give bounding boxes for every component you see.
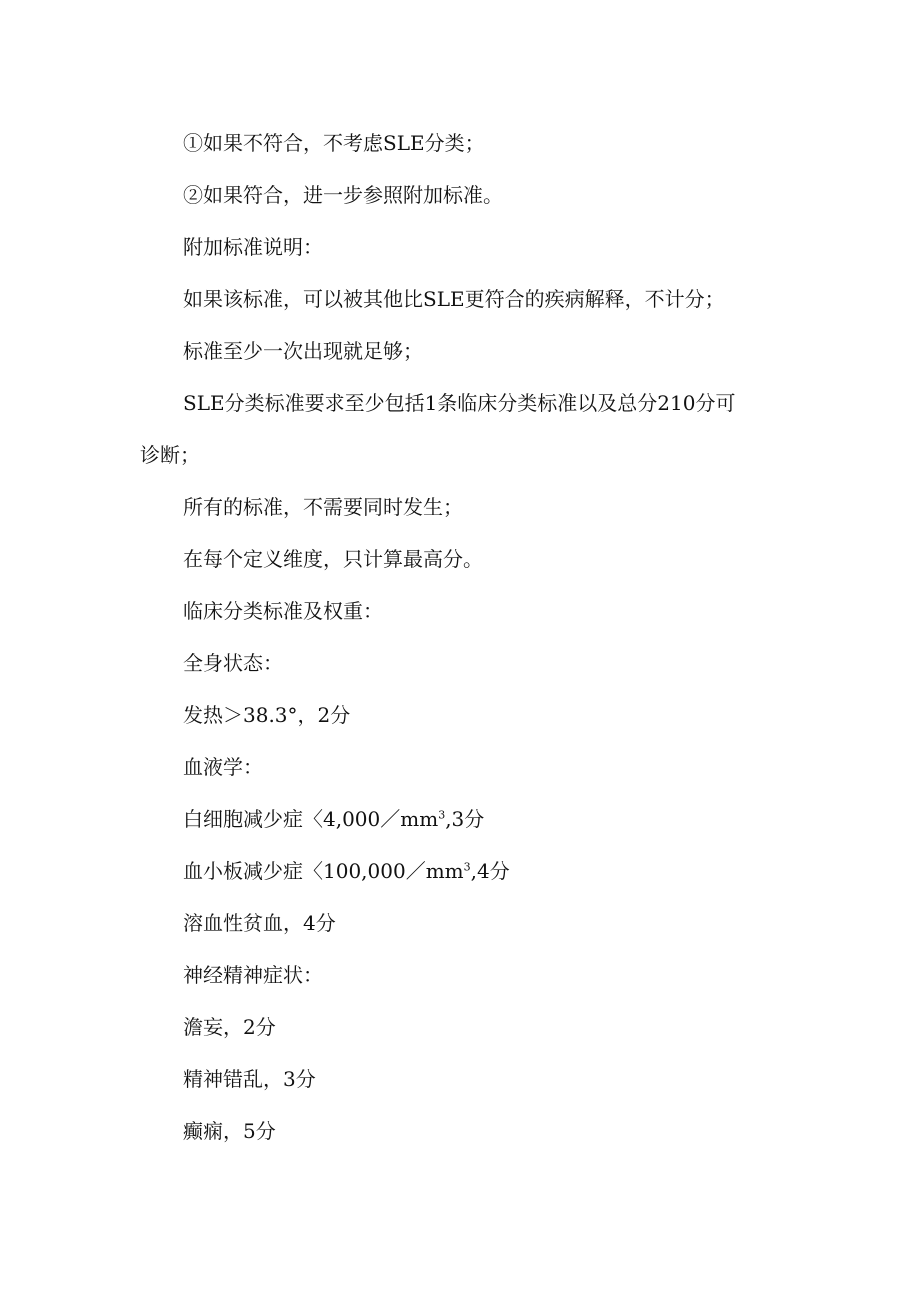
paragraph-once-enough: 标准至少一次出现就足够； [183,339,423,363]
criterion-hemolytic-anemia: 溶血性贫血，4分 [183,911,336,935]
paragraph-other-disease: 如果该标准，可以被其他比SLE更符合的疾病解释，不计分； [183,287,725,311]
subheading-neuropsychiatric: 神经精神症状： [183,963,323,987]
paragraph-meeting: ②如果符合，进一步参照附加标准。 [183,183,503,207]
section-heading-clinical-criteria: 临床分类标准及权重： [183,599,383,623]
subheading-hematologic: 血液学： [183,755,263,779]
criterion-psychosis: 精神错乱，3分 [183,1067,316,1091]
paragraph-classification-requirement: SLE分类标准要求至少包括1条临床分类标准以及总分210分可 [183,391,736,415]
section-heading-additional-notes: 附加标准说明： [183,235,323,259]
paragraph-highest-score: 在每个定义维度，只计算最高分。 [183,547,483,571]
paragraph-not-simultaneous: 所有的标准，不需要同时发生； [183,495,463,519]
criterion-delirium: 澹妄，2分 [183,1015,276,1039]
paragraph-classification-requirement-continued: 诊断； [140,443,200,467]
criterion-fever: 发热＞38.3°，2分 [183,703,351,727]
criterion-seizure: 癫痫，5分 [183,1119,276,1143]
criterion-thrombocytopenia: 血小板减少症〈$100,000/mm^3,4$分 [183,859,510,883]
criterion-leukopenia: 白细胞减少症〈$4,000/mm^3,3$分 [183,807,485,831]
paragraph-not-meeting: ①如果不符合，不考虑SLE分类； [183,131,485,155]
subheading-constitutional: 全身状态： [183,651,283,675]
